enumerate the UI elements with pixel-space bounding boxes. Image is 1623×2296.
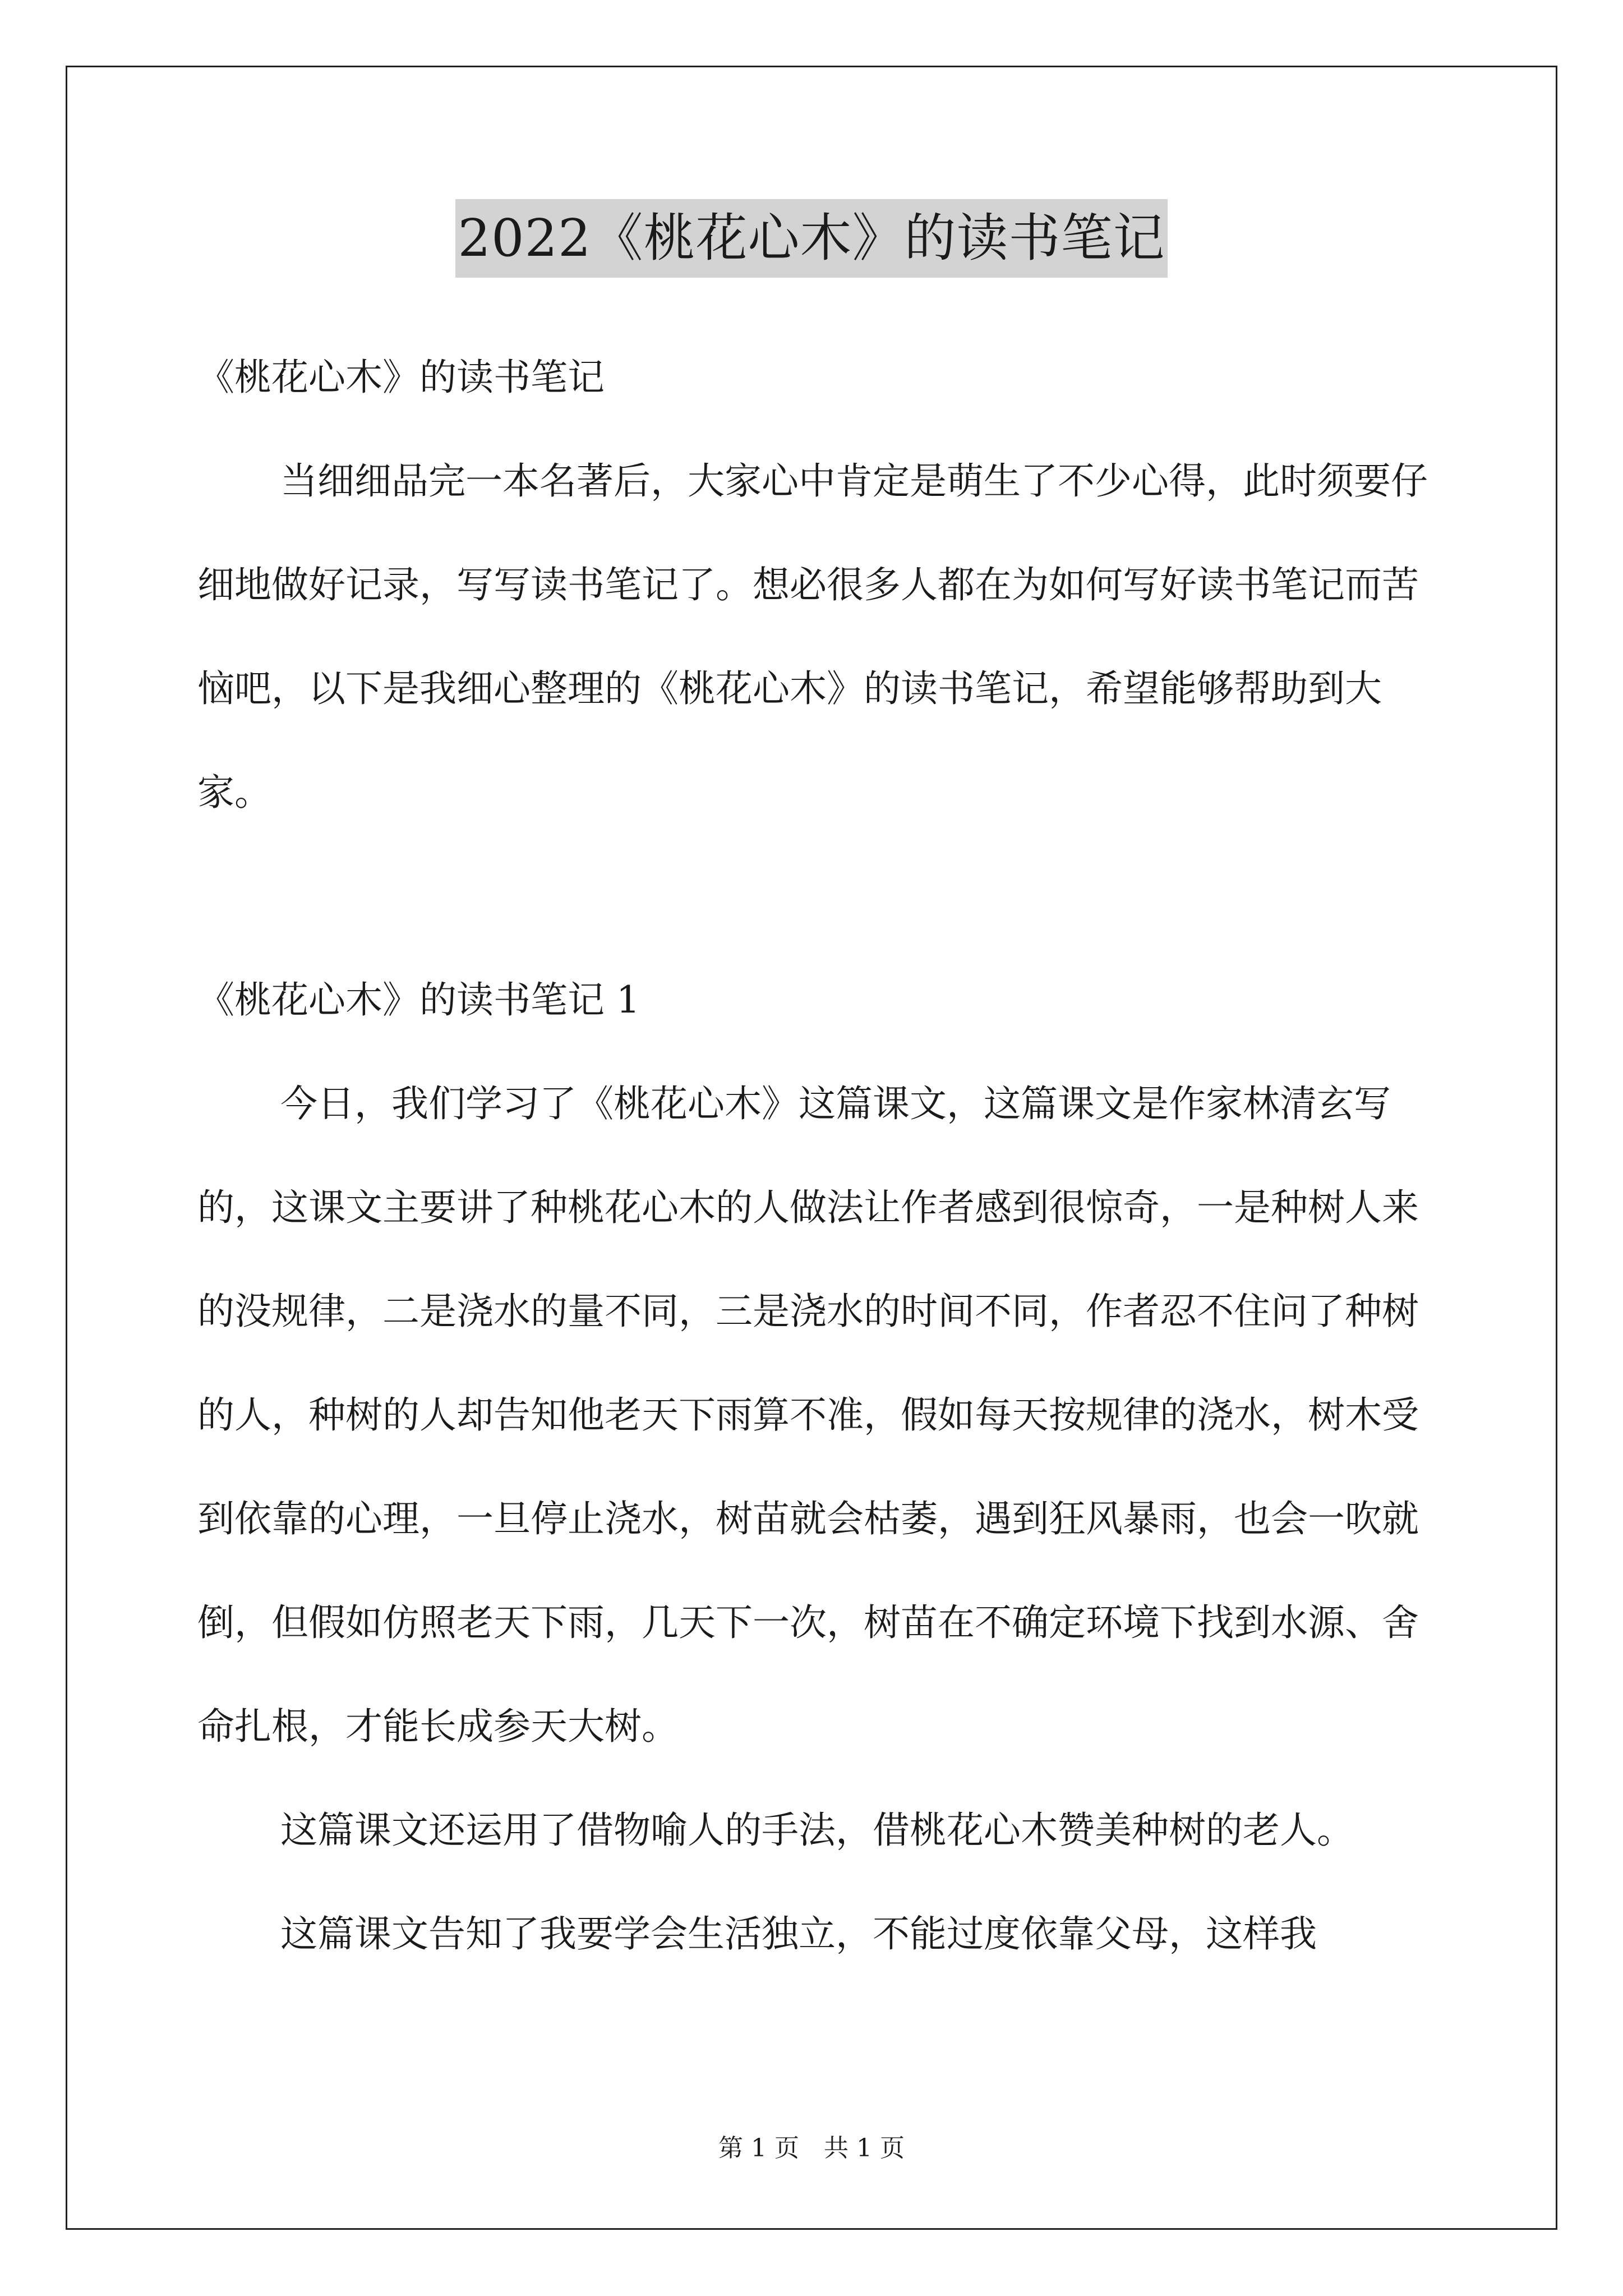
title-container bbox=[0, 199, 1623, 278]
section-heading: 《桃花心木》的读书笔记 1 bbox=[197, 978, 640, 1022]
document-title: 2022《桃花心木》的读书笔记 bbox=[455, 199, 1167, 278]
body-paragraph: 这篇课文还运用了借物喻人的手法，借桃花心木赞美种树的老人。 bbox=[280, 1809, 1354, 1852]
body-paragraph: 这篇课文告知了我要学会生活独立，不能过度依靠父母，这样我 bbox=[280, 1912, 1317, 1955]
document-body bbox=[197, 325, 1436, 1986]
intro-paragraph: 当细细品完一本名著后，大家心中肯定是萌生了不少心得，此时须要仔细地做好记录，写写读书笔记了。想必很多人都在为如何写好读书笔记而苦恼吧，以下是我细心整理的《桃花心木》的读书笔记，希望能够帮助到大家。 bbox=[197, 459, 1428, 814]
body-paragraph: 今日，我们学习了《桃花心木》这篇课文，这篇课文是作家林清玄写的，这课文主要讲了种桃花心木的人做法让作者感到很惊奇，一是种树人来的没规律，二是浇水的量不同，三是浇水的时间不同，作者忍不住问了种树的人，种树的人却告知他老天下雨算不准，假如每天按规律的浇水，树木受到依靠的心理，一旦停止浇水，树苗就会枯萎，遇到狂风暴雨，也会一吹就倒，但假如仿照老天下雨，几天下一次，树苗在不确定环境下找到水源、舍命扎根，才能长成参天大树。 bbox=[197, 1082, 1419, 1748]
intro-heading: 《桃花心木》的读书笔记 bbox=[197, 356, 605, 399]
page-footer: 第 1 页 共 1 页 bbox=[718, 2134, 905, 2162]
section-spacer bbox=[197, 844, 1436, 948]
